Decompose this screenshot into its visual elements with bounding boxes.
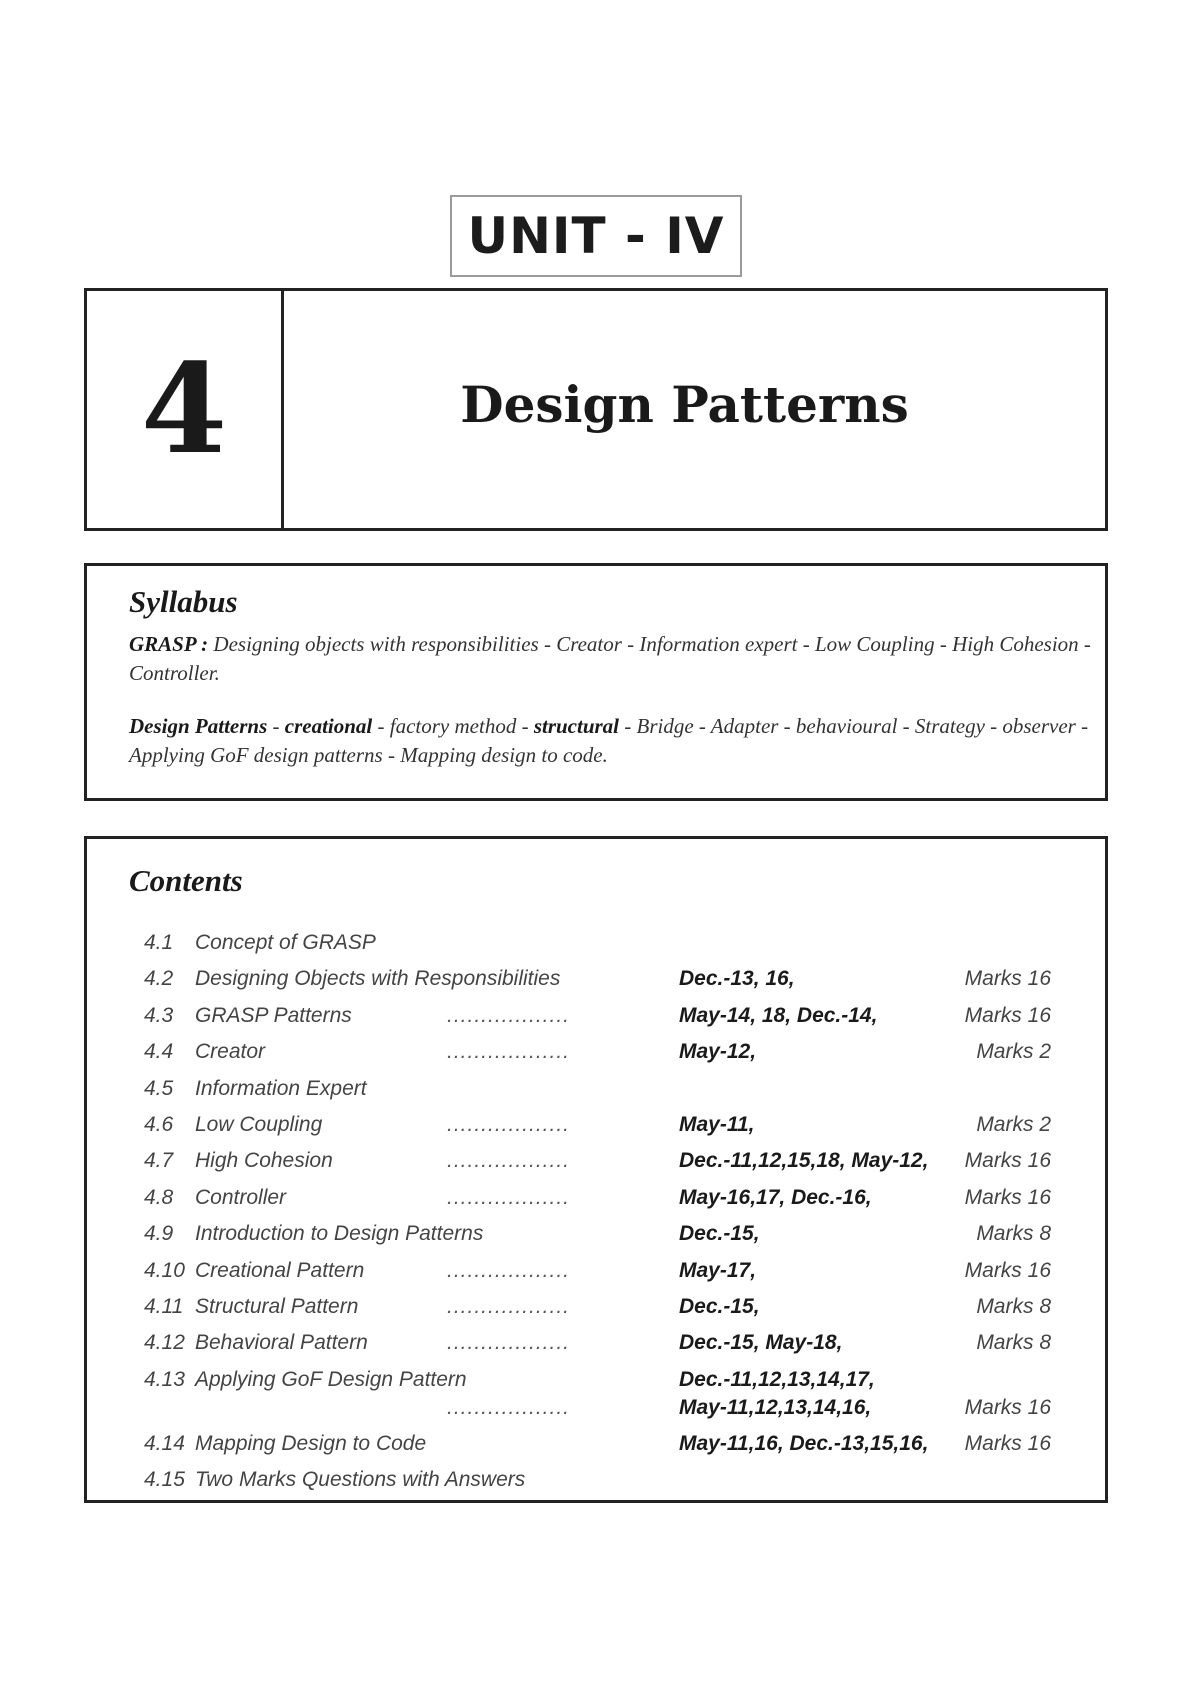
toc-title: High Cohesion <box>195 1149 333 1173</box>
toc-marks: Marks 2 <box>976 1112 1051 1136</box>
chapter-title: Design Patterns <box>460 375 909 434</box>
toc-exam-dates: Dec.-11,12,15,18, May-12, <box>679 1149 929 1173</box>
toc-number: 4.6 <box>144 1112 174 1136</box>
toc-title: Creator <box>195 1040 266 1064</box>
toc-row <box>129 925 1091 961</box>
toc-exam-dates: Dec.-15, May-18, <box>679 1331 843 1355</box>
toc-row <box>129 1426 1091 1462</box>
toc-marks: Marks 16 <box>964 1149 1051 1173</box>
toc-marks: Marks 16 <box>964 1431 1051 1455</box>
syllabus-structural-text: - Bridge - Adapter - behavioural - Strategy - observer - Applying GoF design patterns - Mapping design to code. <box>129 714 1089 767</box>
toc-title: Introduction to Design Patterns <box>195 1222 484 1246</box>
unit-label: UNIT - IV <box>450 195 742 277</box>
toc-number: 4.7 <box>144 1149 174 1173</box>
toc-row <box>129 998 1091 1034</box>
toc-row <box>129 1143 1091 1179</box>
toc-row <box>129 1216 1091 1252</box>
toc-title: Concept of GRASP <box>195 931 376 954</box>
toc-marks: Marks 16 <box>964 1395 1051 1419</box>
toc-title: Information Expert <box>195 1076 367 1100</box>
syllabus-box <box>84 563 1108 801</box>
toc-row <box>129 1289 1091 1325</box>
toc-title: Mapping Design to Code <box>195 1431 427 1455</box>
toc-exam-dates: Dec.-11,12,13,14,17, <box>679 1367 875 1391</box>
toc-row <box>129 961 1091 997</box>
syllabus-separator: - <box>267 714 285 738</box>
toc-number: 4.11 <box>144 1294 184 1318</box>
chapter-header <box>84 288 1108 531</box>
syllabus-creational: creational <box>284 714 373 738</box>
toc-number: 4.13 <box>144 1367 185 1391</box>
toc-title: GRASP Patterns <box>195 1003 352 1027</box>
toc-number: 4.14 <box>144 1431 185 1455</box>
toc-number: 4.15 <box>144 1468 185 1492</box>
toc-number: 4.5 <box>144 1076 174 1100</box>
syllabus-grasp-lead: GRASP : <box>129 632 209 656</box>
toc-exam-dates: Dec.-13, 16, <box>679 967 795 991</box>
toc-title: Low Coupling <box>195 1112 323 1136</box>
toc-row <box>129 1325 1091 1361</box>
toc-exam-dates: May-14, 18, Dec.-14, <box>679 1003 878 1027</box>
syllabus-paragraph-grasp <box>129 630 1091 688</box>
toc-row <box>129 1034 1091 1070</box>
toc-row <box>129 1362 1091 1426</box>
toc-dot-leader: .................. <box>447 1294 571 1318</box>
toc-exam-dates: May-11,12,13,14,16, <box>679 1395 872 1419</box>
toc-row <box>129 1071 1091 1107</box>
toc-exam-dates: May-12, <box>679 1040 757 1064</box>
toc-row <box>129 1180 1091 1216</box>
toc-exam-dates: May-17, <box>679 1258 757 1282</box>
contents-box <box>84 836 1108 1503</box>
toc-row <box>129 1253 1091 1289</box>
toc-title: Two Marks Questions with Answers <box>195 1468 526 1492</box>
toc-marks: Marks 8 <box>976 1294 1051 1318</box>
toc-row <box>129 1462 1091 1498</box>
toc-title: Creational Pattern <box>195 1258 365 1282</box>
toc-exam-dates: May-16,17, Dec.-16, <box>679 1185 872 1209</box>
toc-number: 4.9 <box>144 1222 174 1246</box>
syllabus-structural: structural <box>533 714 620 738</box>
chapter-number: 4 <box>87 291 284 528</box>
toc-dot-leader: .................. <box>447 1003 571 1027</box>
syllabus-creational-text: - factory method - <box>372 714 534 738</box>
syllabus-grasp-text: Designing objects with responsibilities - Creator - Information expert - Low Coupling - High Cohesion - Controller. <box>129 632 1091 685</box>
toc-exam-dates: Dec.-15, <box>679 1294 760 1318</box>
toc-number: 4.1 <box>144 931 174 954</box>
toc-title: Structural Pattern <box>195 1294 359 1318</box>
toc-dot-leader: .................. <box>447 1258 571 1282</box>
syllabus-paragraph-patterns <box>129 712 1091 770</box>
toc-number: 4.12 <box>144 1331 185 1355</box>
syllabus-heading: Syllabus <box>129 584 238 619</box>
toc-title: Behavioral Pattern <box>195 1331 368 1355</box>
toc-marks: Marks 8 <box>976 1222 1051 1246</box>
toc-row <box>129 1107 1091 1143</box>
toc-marks: Marks 2 <box>976 1040 1051 1064</box>
toc-exam-dates: Dec.-15, <box>679 1222 760 1246</box>
toc-number: 4.4 <box>144 1040 174 1064</box>
contents-list <box>129 925 1091 1498</box>
toc-dot-leader: .................. <box>447 1040 571 1064</box>
toc-title: Controller <box>195 1185 287 1209</box>
toc-exam-dates: May-11, <box>679 1112 755 1136</box>
toc-marks: Marks 16 <box>964 1258 1051 1282</box>
toc-number: 4.3 <box>144 1003 174 1027</box>
contents-heading: Contents <box>129 863 243 898</box>
toc-title: Applying GoF Design Pattern <box>195 1367 467 1391</box>
toc-number: 4.8 <box>144 1185 174 1209</box>
toc-dot-leader: .................. <box>447 1112 571 1136</box>
toc-dot-leader: .................. <box>447 1149 571 1173</box>
toc-marks: Marks 16 <box>964 1003 1051 1027</box>
toc-exam-dates: May-11,16, Dec.-13,15,16, <box>679 1431 929 1455</box>
toc-dot-leader: .................. <box>447 1185 571 1209</box>
toc-number: 4.10 <box>144 1258 185 1282</box>
toc-number: 4.2 <box>144 967 174 991</box>
toc-marks: Marks 8 <box>976 1331 1051 1355</box>
toc-dot-leader: .................. <box>447 1331 571 1355</box>
toc-dot-leader: .................. <box>447 1395 571 1419</box>
toc-title: Designing Objects with Responsibilities <box>195 967 561 991</box>
toc-marks: Marks 16 <box>964 1185 1051 1209</box>
syllabus-patterns-lead: Design Patterns <box>129 714 268 738</box>
toc-marks: Marks 16 <box>964 967 1051 991</box>
